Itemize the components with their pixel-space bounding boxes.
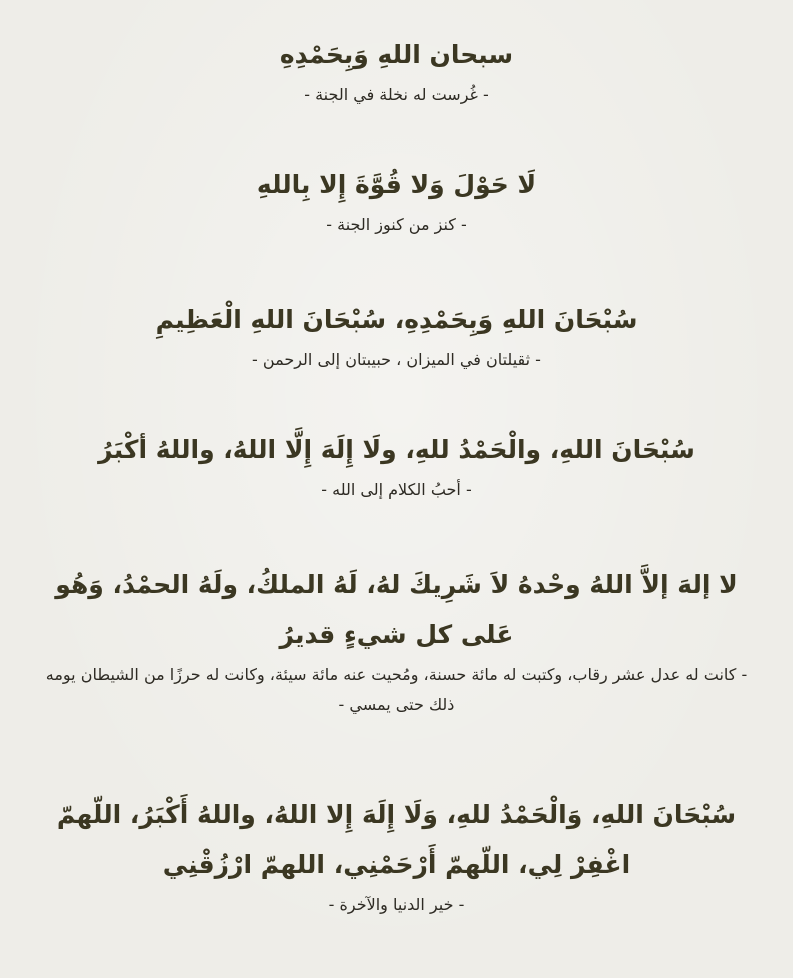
dhikr-block <box>40 425 753 505</box>
dhikr-text: سُبْحَانَ اللهِ، وَالْحَمْدُ للهِ، وَلَا إِلَهَ إِلا اللهُ، واللهُ أَكْبَرُ، اللّهمّ اغْفِرْ لِي، اللّهمّ أَرْحَمْنِي، اللهمّ ارْزُقْنِي <box>56 800 737 879</box>
dhikr-text: لَا حَوْلَ وَلا قُوَّةَ إِلا بِاللهِ <box>256 170 537 199</box>
dhikr-block <box>40 160 753 240</box>
dhikr-block <box>40 295 753 375</box>
dhikr-block <box>40 30 753 110</box>
dhikr-text: سُبْحَانَ اللهِ وَبِحَمْدِهِ، سُبْحَانَ اللهِ الْعَظِيمِ <box>155 305 638 334</box>
dhikr-block <box>40 560 753 720</box>
virtue-text: - خير الدنيا والآخرة - <box>328 895 465 914</box>
dhikr-text: لا إلهَ إلاَّ اللهُ وحْدهُ لاَ شَرِيكَ لهُ، لَهُ الملكُ، ولَهُ الحمْدُ، وَهُو عَلى كل شيءٍ قديرُ <box>55 570 738 649</box>
virtue-text: - ثقيلتان في الميزان ، حبيبتان إلى الرحمن - <box>252 350 541 369</box>
dhikr-text: سُبْحَانَ اللهِ، والْحَمْدُ للهِ، ولَا إِلَهَ إِلَّا اللهُ، واللهُ أكْبَرُ <box>98 435 695 464</box>
virtue-text: - كنز من كنوز الجنة - <box>326 215 467 234</box>
virtue-text: - كانت له عدل عشر رقاب، وكتبت له مائة حسنة، ومُحيت عنه مائة سيئة، وكانت له حرزًا من الشيطان يومه ذلك حتى يمسي - <box>45 665 748 714</box>
dhikr-text: سبحان اللهِ وَبِحَمْدِهِ <box>279 40 514 69</box>
dhikr-block <box>40 790 753 920</box>
virtue-text: - أحبُ الكلام إلى الله - <box>321 480 472 499</box>
virtue-text: - غُرست له نخلة في الجنة - <box>304 85 489 104</box>
